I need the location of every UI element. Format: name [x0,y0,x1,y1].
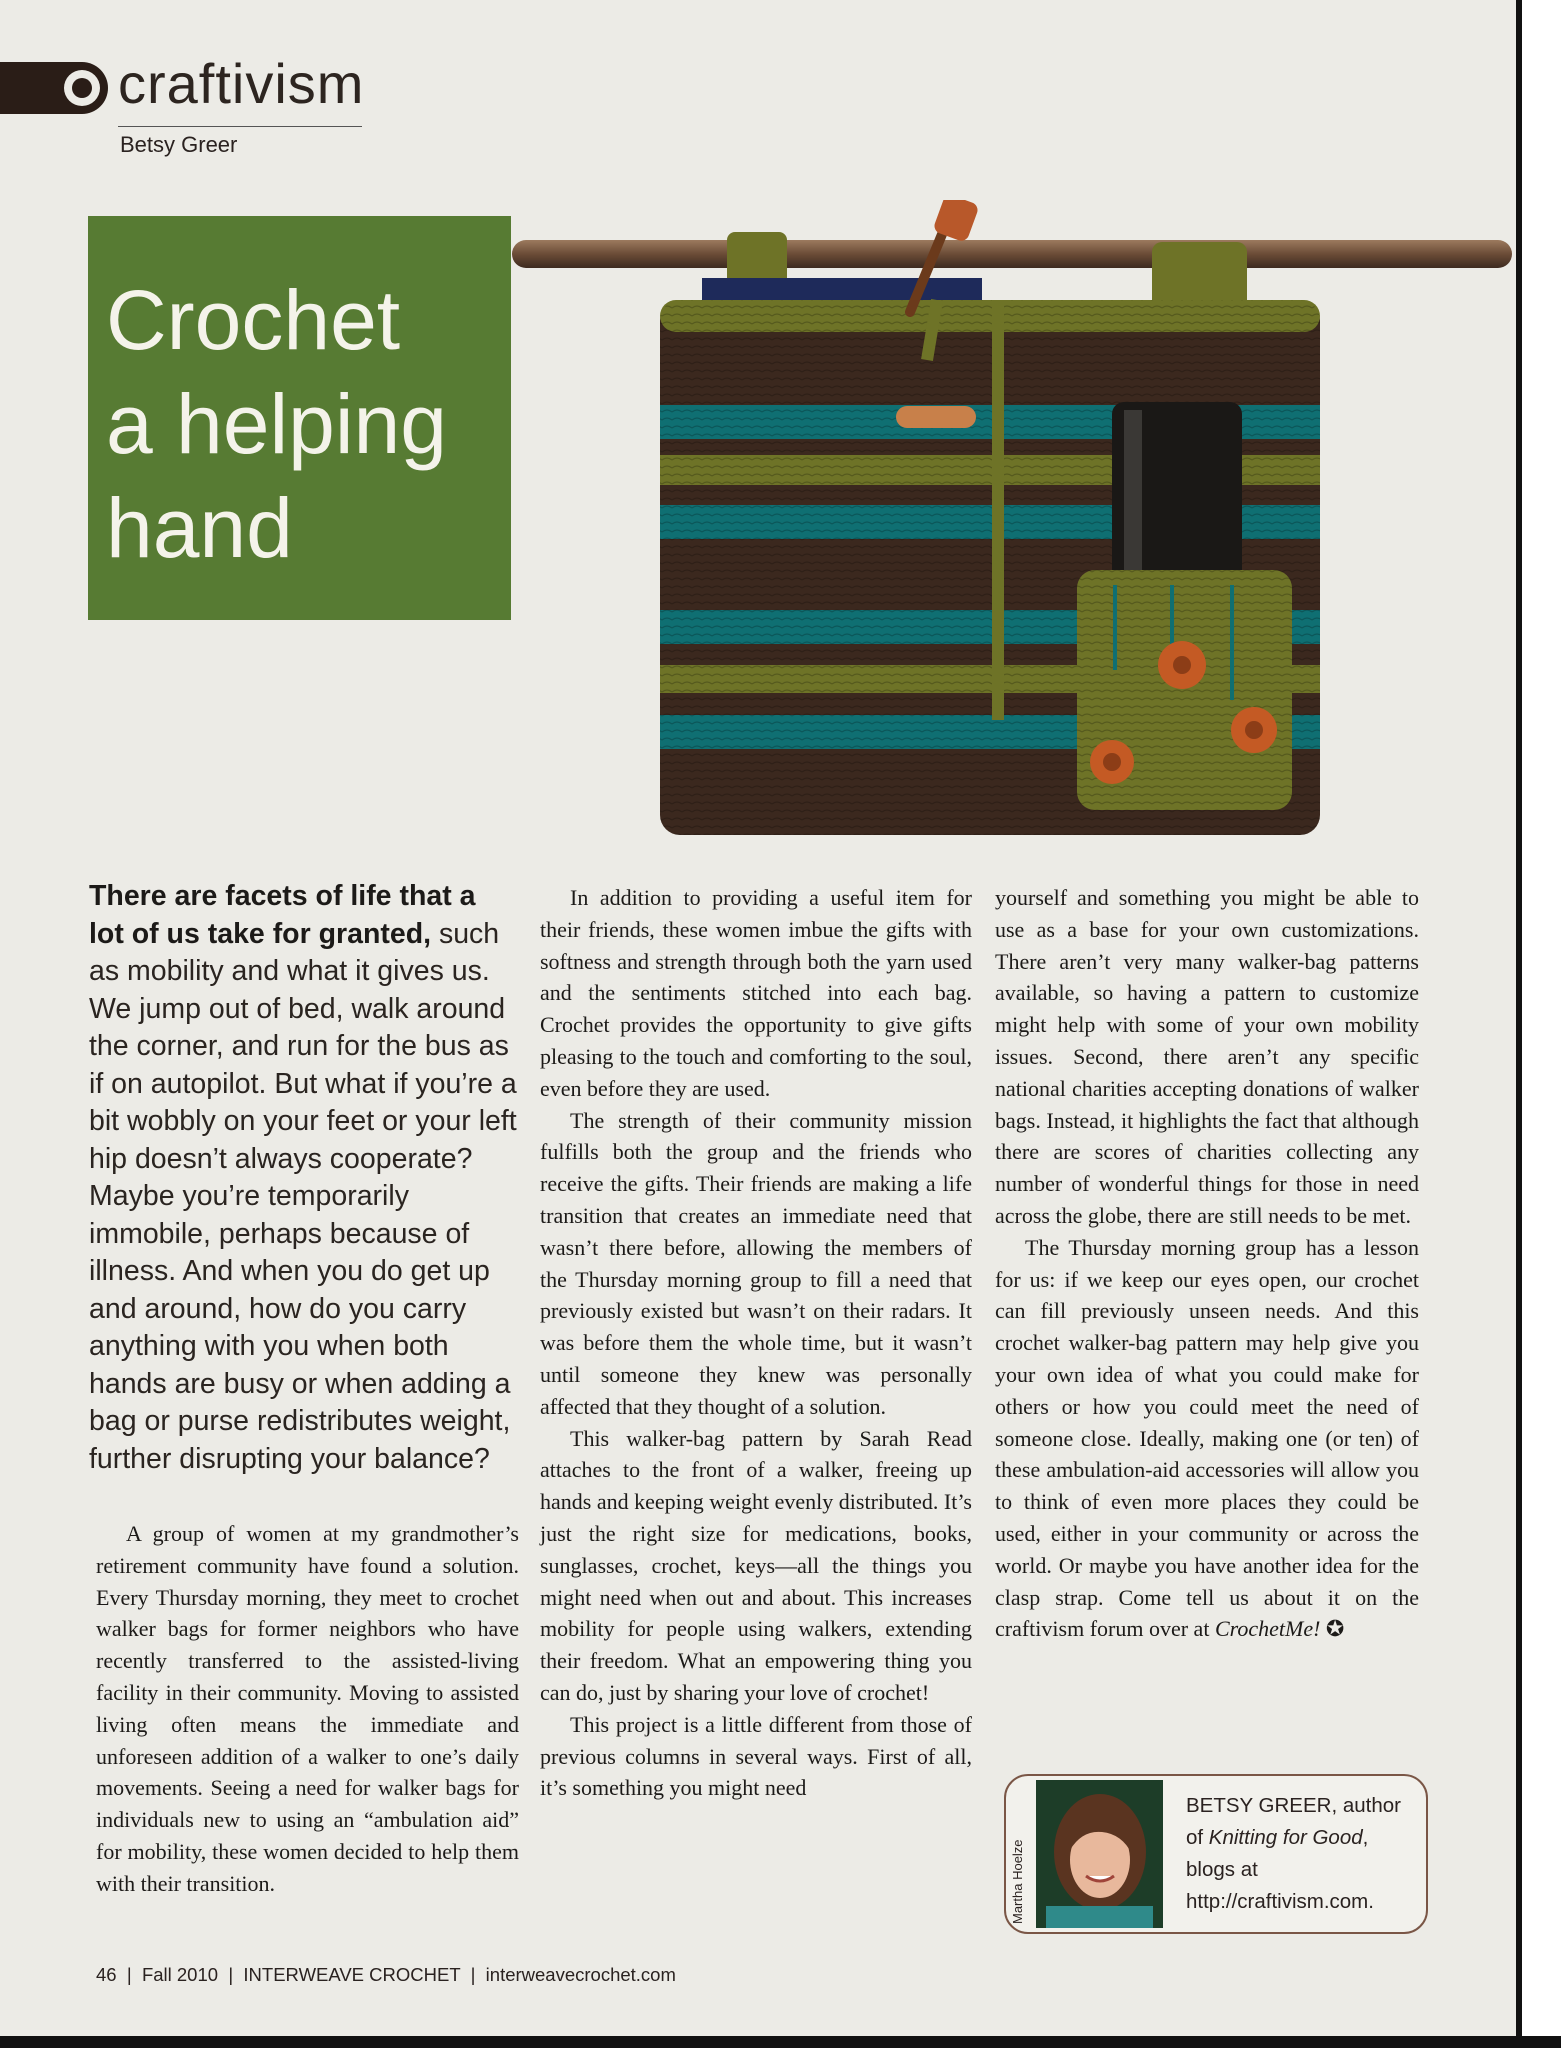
author-photo [1036,1780,1163,1928]
crochetme-link[interactable]: CrochetMe! [1214,1616,1321,1642]
title-box [88,216,511,620]
paragraph: yourself and something you might be able to use as a base for your own customizations. There aren’t very many walker-bag patterns available, so having a pattern to customize might help with some of your own mobility issues. Second, there aren’t any specific national charities accepting donations of walker bags. Instead, it highlights the fact that although there are scores of charities collecting any number of wonderful things for those in need across the globe, there are still needs to be met. [995,885,1419,1228]
author-bio-text [1186,1790,1416,1918]
book-title: Knitting for Good [1208,1826,1363,1849]
paragraph [995,1232,1419,1645]
paragraph: This project is a little different from those of previous columns in several ways. First of all, it’s something you might need [540,1711,972,1801]
author-name: BETSY GREER [1186,1794,1332,1817]
photo-credit [1004,1816,1030,1926]
lead-bold: There are facets of life that a lot of us take for granted, [89,880,476,950]
page-footer: 46 | Fall 2010 | INTERWEAVE CROCHET | interweavecrochet.com [96,1964,676,1985]
page-edge [1520,0,1561,2048]
lead-paragraph [89,878,517,1478]
walker-bag-photo [512,200,1512,860]
section-name: craftivism [118,52,365,115]
body-column-2 [540,882,972,1804]
photo-credit-text: Martha Hoelze [1010,1839,1025,1924]
lead-text: such as mobility and what it gives us. We jump out of bed, walk around the corner, and run for the bus as if on autopilot. But what if you’re a bit wobbly on your feet or your left hip doesn’t always cooperate? Maybe you’re temporarily immobile, perhaps because of illness. And when you do get up and around, how do you carry anything with you when both hands are busy or when adding a bag or purse redistributes weight, further disrupting your balance? [89,917,517,1475]
end-mark-icon: ✪ [1325,1616,1345,1642]
paragraph-text: The Thursday morning group has a lesson for us: if we keep our eyes open, our crochet can fill previously unseen needs. And this crochet walker-bag pattern may help give you your own idea of what you could make for others or how you could meet the need of someone close. Ideally, making one (or ten) of these ambulation-aid accessories will allow you to think of even more places they could be used, either in your community or across the world. Or maybe you have another idea for the clasp strap. Come tell us about it on the craftivism forum over at [995,1234,1419,1642]
paragraph: A group of women at my grandmother’s retirement community have found a solution. Every Thursday morning, they meet to crochet walker bags for former neighbors who have recently transferred to the assisted-living facility in their community. Moving to assisted living often means the immediate and unforeseen addition of a walker to one’s daily movements. Seeing a need for walker bags for individuals new to using an “ambulation aid” for mobility, these women decided to help them with their transition. [96,1521,519,1896]
section-dot-icon [64,70,100,106]
section-rule [118,126,362,127]
bio-text: , blogs at http://craftivism.com. [1186,1826,1374,1913]
paragraph: In addition to providing a useful item for their friends, these women imbue the gifts with softness and strength through both the yarn used and the sentiments stitched into each bag. Crochet provides the opportunity to give gifts pleasing to the touch and comforting to the soul, even before they are used. [540,885,972,1101]
page-edge-shadow [1516,0,1522,2048]
body-column-1 [96,1518,519,1900]
byline: Betsy Greer [120,132,238,157]
body-column-3 [995,882,1419,1645]
paragraph: The strength of their community mission fulfills both the group and the friends who receive the gifts. Their friends are making a life transition that creates an immediate need that wasn’t there before, allowing the members of the Thursday morning group to fill a need that previously existed but wasn’t on their radars. It was before them the whole time, but it wasn’t until someone they knew was personally affected that they thought of a solution. [540,1107,972,1419]
article-title: Crochet a helping hand [106,273,447,575]
page-bottom-edge [0,2036,1561,2048]
paragraph: This walker-bag pattern by Sarah Read attaches to the front of a walker, freeing up hands and keeping weight evenly distributed. It’s just the right size for medications, books, sunglasses, crochet, keys—all the things you might need when out and about. This increases mobility for people using walkers, extending their freedom. What an empowering thing you can do, just by sharing your love of crochet! [540,1425,972,1705]
author-bio-card [1004,1774,1428,1934]
bio-text: , author of [1186,1794,1401,1849]
